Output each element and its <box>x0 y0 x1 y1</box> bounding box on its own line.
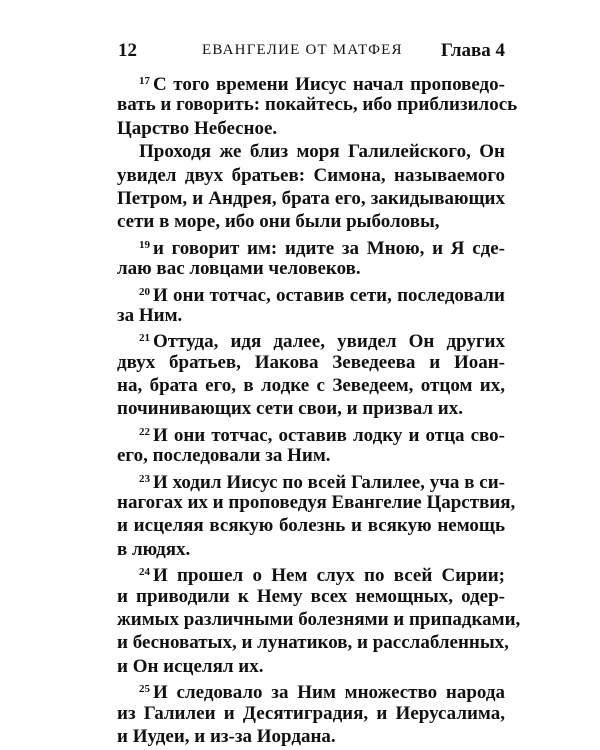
verse-line <box>117 351 505 374</box>
verse-line <box>117 257 505 280</box>
verse-line <box>117 374 505 397</box>
verse-line <box>117 514 505 537</box>
verse-line-text: Оттуда, идя далее, увидел Он других <box>153 331 505 353</box>
verse-line-text: и говорит им: идите за Мною, и Я сде- <box>153 237 505 259</box>
verse-line <box>117 397 505 420</box>
verse-line-text: увидел двух братьев: Симона, называемого <box>117 164 505 186</box>
verse-number: 17 <box>139 75 150 87</box>
verse-line <box>117 117 505 140</box>
verse <box>117 421 505 468</box>
verse <box>117 327 505 421</box>
verse-line <box>117 164 505 187</box>
verse-line-text: нагогах их и проповедуя Евангелие Царствия, <box>117 492 516 514</box>
verse-line <box>117 702 505 725</box>
running-header <box>118 40 505 66</box>
verse-line <box>117 631 509 654</box>
verse-line <box>117 678 505 704</box>
book-title: ЕВАНГЕЛИЕ ОТ МАТФЕЯ <box>202 42 403 58</box>
verse-line <box>117 585 505 608</box>
verse-line <box>117 281 505 304</box>
verse-line <box>117 725 505 748</box>
verse-line-text: в людях. <box>117 538 191 560</box>
verse-line-text: И они тотчас, оставив лодку и отца сво- <box>153 424 505 446</box>
verse-line-text: и приводили к Нему всех немощных, одер- <box>117 585 505 607</box>
verse-line-text: Проходя же близ моря Галилейского, Он <box>139 141 505 163</box>
verse-line-text: на, брата его, в лодке с Зеведеем, отцом их, <box>117 375 505 397</box>
verse-line-text: починивающих сети свои, и призвал их. <box>117 398 463 420</box>
verse-line-text: вать и говорить: покайтесь, ибо приблизилось <box>117 94 518 116</box>
verse-line <box>117 421 505 444</box>
verse-line-text: сети в море, ибо они были рыболовы, <box>117 211 440 233</box>
page-number: 12 <box>118 40 137 61</box>
verse-number: 21 <box>139 332 150 345</box>
verse-line <box>117 70 505 93</box>
verse <box>117 70 518 140</box>
verse <box>117 281 505 328</box>
verse <box>117 468 516 562</box>
verse-line <box>117 491 516 514</box>
verse-line-text: двух братьев, Иакова Зеведеева и Иоан- <box>117 351 505 373</box>
verse-line <box>117 538 505 561</box>
verse <box>117 234 505 281</box>
verse-line <box>117 187 505 210</box>
verse-line <box>117 210 505 233</box>
verse-line-text: за Ним. <box>117 304 183 326</box>
verse <box>117 678 505 748</box>
verse-line-text: лаю вас ловцами человеков. <box>117 258 361 280</box>
verse-line <box>117 444 505 467</box>
verse-number: 24 <box>139 566 150 579</box>
verse <box>117 140 505 234</box>
verse-line-text: Петром, и Андрея, брата его, закидывающих <box>117 187 505 209</box>
verse-line <box>117 608 521 631</box>
verse-line-text: его, последовали за Ним. <box>117 445 331 467</box>
verse-line <box>117 561 505 587</box>
verse-line-text: и бесноватых, и лунатиков, и расслабленных, <box>117 632 509 654</box>
verse-line-text: И они тотчас, оставив сети, последовали <box>153 284 505 306</box>
verse-line-text: И следовало за Ним множество народа <box>153 682 505 704</box>
verse-line <box>117 468 505 491</box>
verse-line-text: жимых различными болезнями и припадками, <box>117 608 521 630</box>
verse-line <box>117 327 505 353</box>
verse-line <box>117 234 505 257</box>
scripture-text <box>117 70 521 748</box>
verse-line-text: И прошел о Нем слух по всей Сирии; <box>153 565 505 587</box>
verse-line-text: И ходил Иисус по всей Галилее, уча в си- <box>153 471 505 493</box>
verse-number: 22 <box>139 425 150 438</box>
verse-line-text: и Иудеи, и из-за Иордана. <box>117 725 336 747</box>
verse <box>117 561 521 678</box>
verse-line-text: из Галилеи и Десятиградия, и Иерусалима, <box>117 702 505 724</box>
verse-line <box>117 304 505 327</box>
verse-line-text: и Он исцелял их. <box>117 655 264 677</box>
verse-line <box>117 140 505 163</box>
verse-number: 20 <box>139 285 150 298</box>
verse-line <box>117 93 518 116</box>
verse-number: 25 <box>139 683 150 696</box>
verse-line <box>117 655 505 678</box>
verse-line-text: С того времени Иисус начал проповедо- <box>153 74 505 95</box>
chapter-label: Глава 4 <box>440 40 505 61</box>
verse-number: 19 <box>139 238 150 251</box>
verse-line-text: Царство Небесное. <box>117 117 278 139</box>
verse-line-text: и исцеляя всякую болезнь и всякую немощь <box>117 515 505 537</box>
verse-number: 23 <box>139 472 150 485</box>
